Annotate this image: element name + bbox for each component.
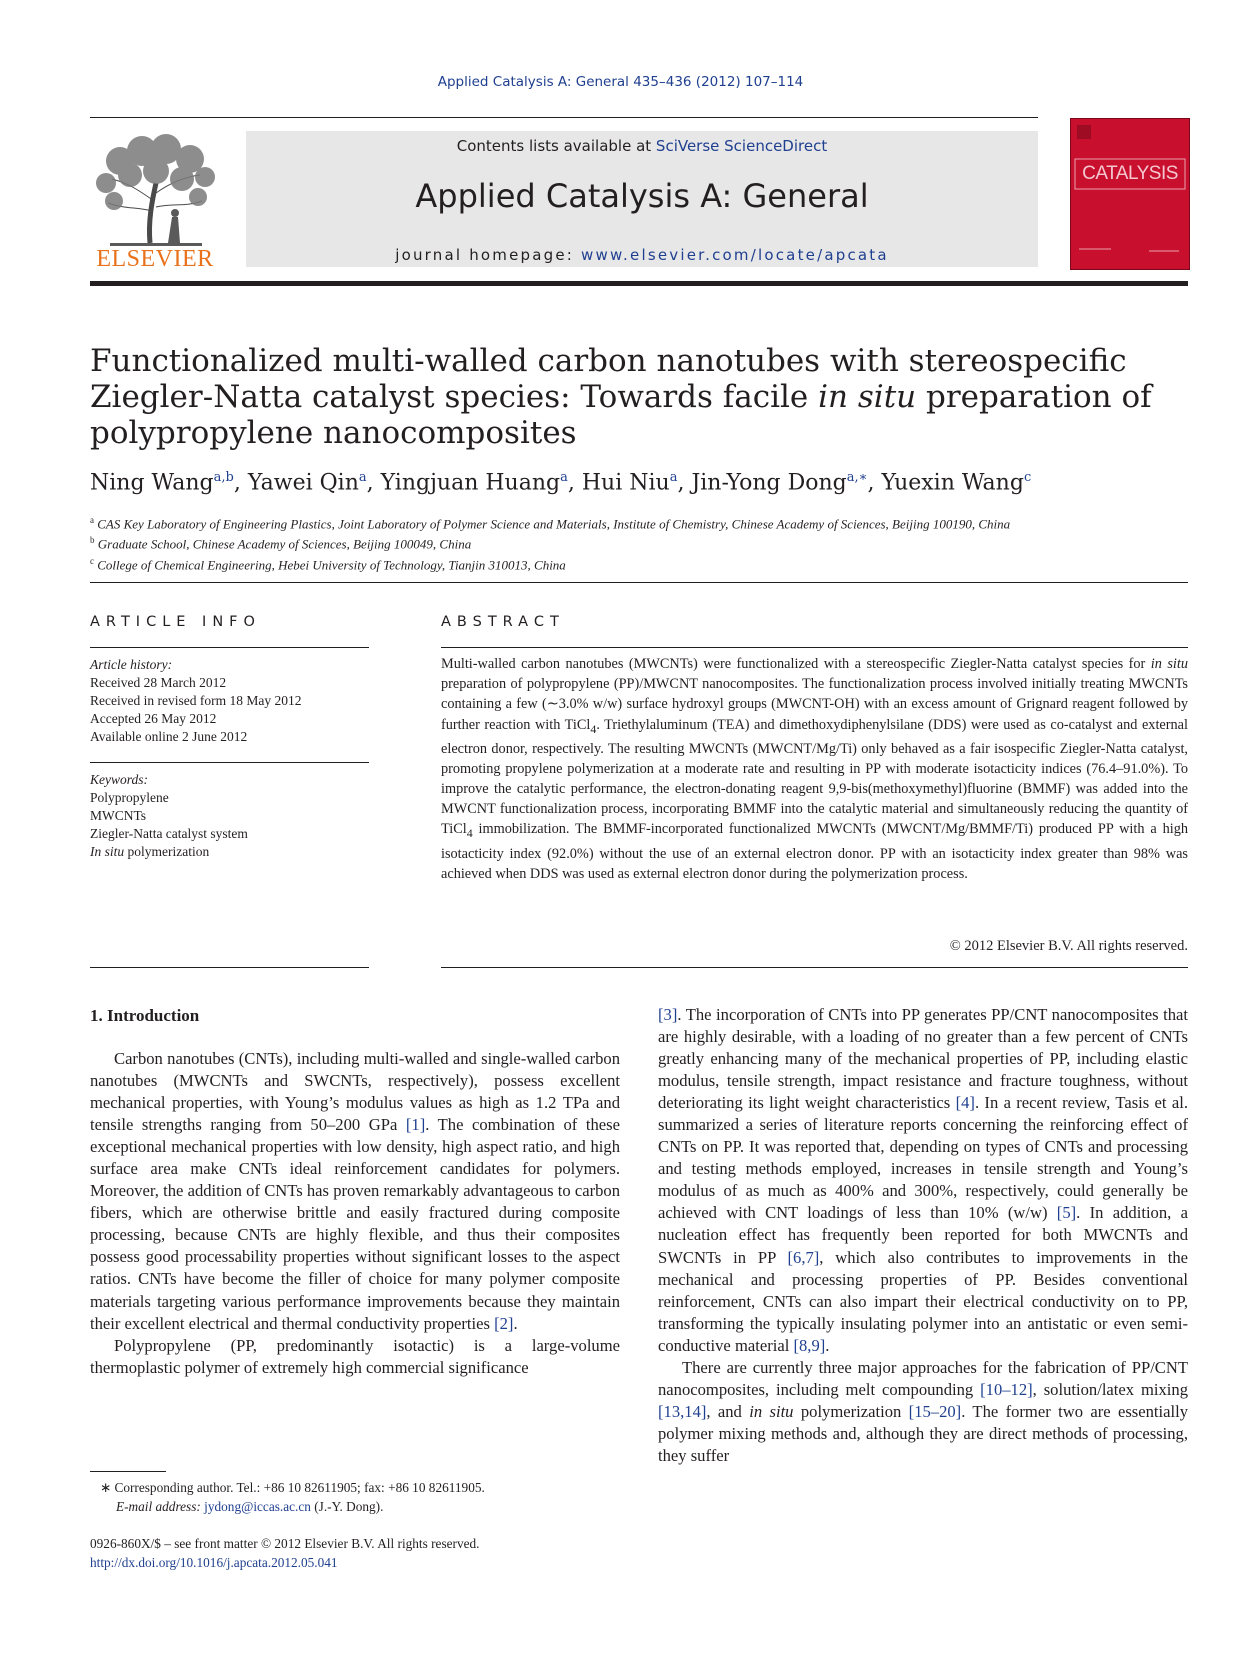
email-label: E-mail address:: [116, 1499, 205, 1514]
article-title: [90, 343, 1190, 451]
affiliation-text: Graduate School, Chinese Academy of Sciences, Beijing 100049, China: [97, 536, 472, 552]
reference-link[interactable]: [3]: [658, 1005, 678, 1024]
section-rule: [90, 582, 1188, 583]
reference-link[interactable]: [6,7]: [787, 1247, 820, 1267]
footnote-rule: [90, 1471, 166, 1472]
article-history: [90, 656, 370, 746]
article-info-rule: [90, 647, 369, 648]
email-link[interactable]: jydong@iccas.ac.cn: [204, 1499, 311, 1514]
affiliation-text: CAS Key Laboratory of Engineering Plastics, Joint Laboratory of Polymer Science and Materials, Institute of Chemistry, Chinese Academy of Sciences, Beijing 100190, China: [97, 516, 1011, 532]
affiliation: [90, 512, 1190, 532]
title-text: Functionalized multi-walled carbon nanotubes with stereospecific Ziegler-Natta catalyst species: Towards facile: [90, 343, 1127, 415]
title-italic: in situ: [818, 379, 917, 415]
author[interactable]: Hui Niu: [581, 470, 670, 496]
reference-link[interactable]: [1]: [405, 1115, 426, 1135]
contents-prefix: Contents lists available at: [456, 137, 656, 155]
homepage-prefix: journal homepage:: [395, 246, 582, 264]
keyword-italic: In situ: [90, 844, 125, 859]
reference-link[interactable]: [5]: [1056, 1203, 1077, 1223]
front-matter: [90, 1534, 650, 1572]
abstract-part: immobilization. The BMMF-incorporated functionalized MWCNTs (MWCNT/Mg/BMMF/Ti) produced PP with a high isotacticity index (92.0%) without the use of an external electron donor. PP with an isotacticity index greater than 98% was achieved when DDS was used as external electron donor during the polymerization process.: [441, 821, 1188, 882]
body-column-left: [90, 1048, 620, 1379]
abstract-bottom-rule: [441, 967, 1188, 968]
homepage-link[interactable]: www.elsevier.com/locate/apcata: [581, 246, 889, 264]
author[interactable]: Ning Wang: [90, 470, 214, 496]
author[interactable]: Yuexin Wang: [881, 470, 1024, 496]
reference-link[interactable]: [13,14]: [658, 1401, 707, 1421]
history-item: Received 28 March 2012: [90, 675, 227, 690]
author[interactable]: Yawei Qin: [247, 470, 359, 496]
abstract-part: preparation of polypropylene (PP)/MWCNT nanocomposites. The functionalization process involved initially treating MWCNTs containing a few (∼3.0% w/w) surface hydroxyl groups (MWCNT-OH) with an excess amount of Grignard reagent followed by further reaction with TiCl: [441, 676, 1188, 733]
keywords: [90, 771, 370, 861]
text: polymerization: [793, 1401, 909, 1421]
keyword: Polypropylene: [90, 790, 169, 805]
abstract-part: Multi-walled carbon nanotubes (MWCNTs) were functionalized with a stereospecific Ziegler-Natta catalyst species for: [441, 656, 1151, 672]
abstract-part: . Triethylaluminum (TEA) and dimethoxydiphenylsilane (DDS) were used as co-catalyst and external electron donor, respectively. The resulting MWCNTs (MWCNT/Mg/Ti) only behaved as a fair isospecific Ziegler-Natta catalyst, promoting propylene polymerization at a moderate rate and resulting in PP with moderate isotacticity indices (76.4–91.0%). To improve the catalytic performance, the electron-donating reagent 9,9-bis(methoxymethyl)fluorine (BMMF) was added into the MWCNT functionalization process, incorporating BMMF into the catalytic material and simultaneously reducing the quantity of TiCl: [441, 716, 1189, 838]
keyword: Ziegler-Natta catalyst system: [90, 826, 248, 841]
affiliation-mark: a: [90, 515, 94, 525]
text: , solution/latex mixing: [1032, 1379, 1188, 1399]
text: .: [825, 1335, 830, 1355]
footnote-mark: ∗: [100, 1480, 112, 1495]
author-affiliation-mark[interactable]: a,b: [213, 470, 234, 485]
history-item: Available online 2 June 2012: [90, 729, 248, 744]
author-affiliation-mark[interactable]: a: [560, 470, 568, 485]
text: Carbon nanotubes (CNTs), including multi-walled and single-walled carbon nanotubes (MWCNTs and SWCNTs, respectively), possess excellent mechanical properties, with Young’s modulus values as high as 1.2 TPa and tensile strengths ranging from 50–200 GPa: [90, 1049, 620, 1135]
author-affiliation-mark[interactable]: a: [358, 470, 367, 485]
sciencedirect-link[interactable]: SciVerse ScienceDirect: [655, 137, 828, 155]
footnotes: [100, 1478, 660, 1516]
keywords-label: Keywords:: [90, 772, 148, 787]
article-info-bottom-rule: [90, 967, 369, 968]
abstract-subscript: 4: [466, 826, 473, 841]
history-item: Accepted 26 May 2012: [90, 711, 217, 726]
reference-link[interactable]: [10–12]: [980, 1379, 1033, 1399]
paragraph: [658, 1004, 1188, 1357]
abstract-italic: in situ: [1150, 656, 1188, 672]
keyword: MWCNTs: [90, 808, 147, 823]
text: . In a recent review, Tasis et al. summarized a series of literature reports concerning the reinforcing effect of CNTs on PP. It was reported that, depending on types of CNTs and processing and testing methods employed, increases in tensile strength and Young’s modulus of as much as 400% and 300%, respectively, could generally be achieved with CNT loadings of less than 10% (w/w): [658, 1093, 1188, 1223]
author-affiliation-mark[interactable]: c: [1023, 470, 1032, 485]
elsevier-wordmark: ELSEVIER: [96, 246, 214, 272]
affiliation-text: College of Chemical Engineering, Hebei University of Technology, Tianjin 310013, China: [97, 556, 566, 572]
author[interactable]: Yingjuan Huang: [380, 470, 561, 496]
author-list: Ning Wang$^{a,b}$, Yawei Qin$^a$, Yingjuan Huang$^a$, Hui Niu$^a$, Jin-Yong Dong$^{a,∗}$, Yuexin Wang$^c$: [90, 470, 1032, 496]
corresponding-author-note: [100, 1478, 660, 1497]
cover-decoration-icon: [1071, 119, 1189, 269]
text: . The combination of these exceptional mechanical properties with low density, high aspect ratio, and high surface area make CNTs ideal reinforcement candidates for polymers. Moreover, the addition of CNTs has proven remarkably advantageous to carbon fibers, which are otherwise brittle and easily fractured during composite processing, because CNTs are highly flexible, and thus their composites possess good processability properties without significant losses to the aspect ratios. CNTs have become the filler of choice for many polymer composite materials targeting various performance improvements because they maintain their excellent electrical and thermal conductivity properties: [90, 1115, 620, 1333]
header-rule: [90, 117, 1038, 118]
abstract-subscript: 4: [590, 721, 597, 736]
footnote-text: Corresponding author. Tel.: +86 10 82611905; fax: +86 10 82611905.: [111, 1480, 485, 1495]
keyword-rest: polymerization: [124, 844, 210, 859]
text-italic: in situ: [749, 1401, 794, 1421]
affiliation: [90, 553, 1190, 573]
affiliation: [90, 532, 1190, 552]
paragraph: Polypropylene (PP, predominantly isotactic) is a large-volume thermoplastic polymer of extremely high commercial significance: [90, 1335, 620, 1377]
cover-title: CATALYSIS: [1082, 163, 1178, 184]
text: There are currently three major approaches for the fabrication of PP/CNT nanocomposites, including melt compounding: [658, 1357, 1188, 1399]
reference-link[interactable]: [4]: [955, 1093, 975, 1113]
history-item: Received in revised form 18 May 2012: [90, 693, 302, 708]
author-affiliation-mark[interactable]: a: [669, 470, 678, 485]
journal-banner: [246, 131, 1038, 267]
title-text-end: preparation of polypropylene nanocomposites: [90, 379, 1152, 451]
affiliation-mark: b: [90, 535, 95, 546]
doi-link[interactable]: http://dx.doi.org/10.1016/j.apcata.2012.05.041: [90, 1555, 338, 1570]
author[interactable]: Jin-Yong Dong: [691, 470, 847, 496]
history-label: Article history:: [90, 657, 173, 672]
issn-line: 0926-860X/$ – see front matter © 2012 Elsevier B.V. All rights reserved.: [90, 1536, 480, 1551]
affiliation-mark: c: [90, 555, 94, 566]
header-rule-thick: [90, 281, 1188, 286]
text: . The former two are essentially polymer mixing methods and, although they are direct methods of processing, they suffer: [658, 1401, 1189, 1465]
affiliation-list: [90, 512, 1190, 573]
keyword: [90, 843, 370, 861]
homepage-line: [246, 246, 1038, 264]
text: , and: [706, 1401, 750, 1421]
abstract-heading: ABSTRACT: [441, 614, 565, 630]
body-column-right: [658, 1004, 1188, 1467]
paragraph: [658, 1357, 1188, 1467]
abstract-rule: [441, 647, 1188, 648]
copyright-notice: © 2012 Elsevier B.V. All rights reserved.: [949, 938, 1188, 954]
journal-cover-thumbnail[interactable]: [1070, 118, 1190, 270]
text: , which also contributes to improvements in the mechanical and processing properties of PP. Besides conventional reinforcement, CNTs can also impart their electrical conductivity on to PP, transforming the typically insulating polymer into an antistatic or even semi-conductive material: [658, 1247, 1188, 1355]
journal-citation[interactable]: Applied Catalysis A: General 435–436 (2012) 107–114: [437, 74, 804, 90]
paragraph: [90, 1048, 620, 1335]
reference-link[interactable]: [15–20]: [908, 1401, 962, 1421]
email-suffix: (J.-Y. Dong).: [310, 1499, 384, 1514]
abstract-text: [441, 654, 1188, 884]
text: . In addition, a nucleation effect has frequently been reported for both MWCNTs and SWCNTs in PP: [658, 1203, 1188, 1267]
contents-line: [246, 137, 1038, 155]
section-heading-introduction: 1. Introduction: [90, 1006, 200, 1025]
text: . The incorporation of CNTs into PP generates PP/CNT nanocomposites that are highly desirable, with a loading of no greater than a few percent of CNTs greatly enhancing many of the mechanical properties of PP, including elastic modulus, tensile strength, impact resistance and fracture toughness, without deteriorating its light weight characteristics: [658, 1005, 1188, 1113]
author-affiliation-mark[interactable]: a,∗: [846, 470, 868, 485]
reference-link[interactable]: [8,9]: [793, 1335, 826, 1355]
text: .: [513, 1313, 518, 1333]
reference-link[interactable]: [2]: [494, 1313, 514, 1333]
article-info-heading: ARTICLE INFO: [90, 614, 261, 630]
keywords-rule: [90, 762, 369, 763]
email-note: [100, 1497, 660, 1516]
journal-name: Applied Catalysis A: General: [415, 177, 869, 215]
